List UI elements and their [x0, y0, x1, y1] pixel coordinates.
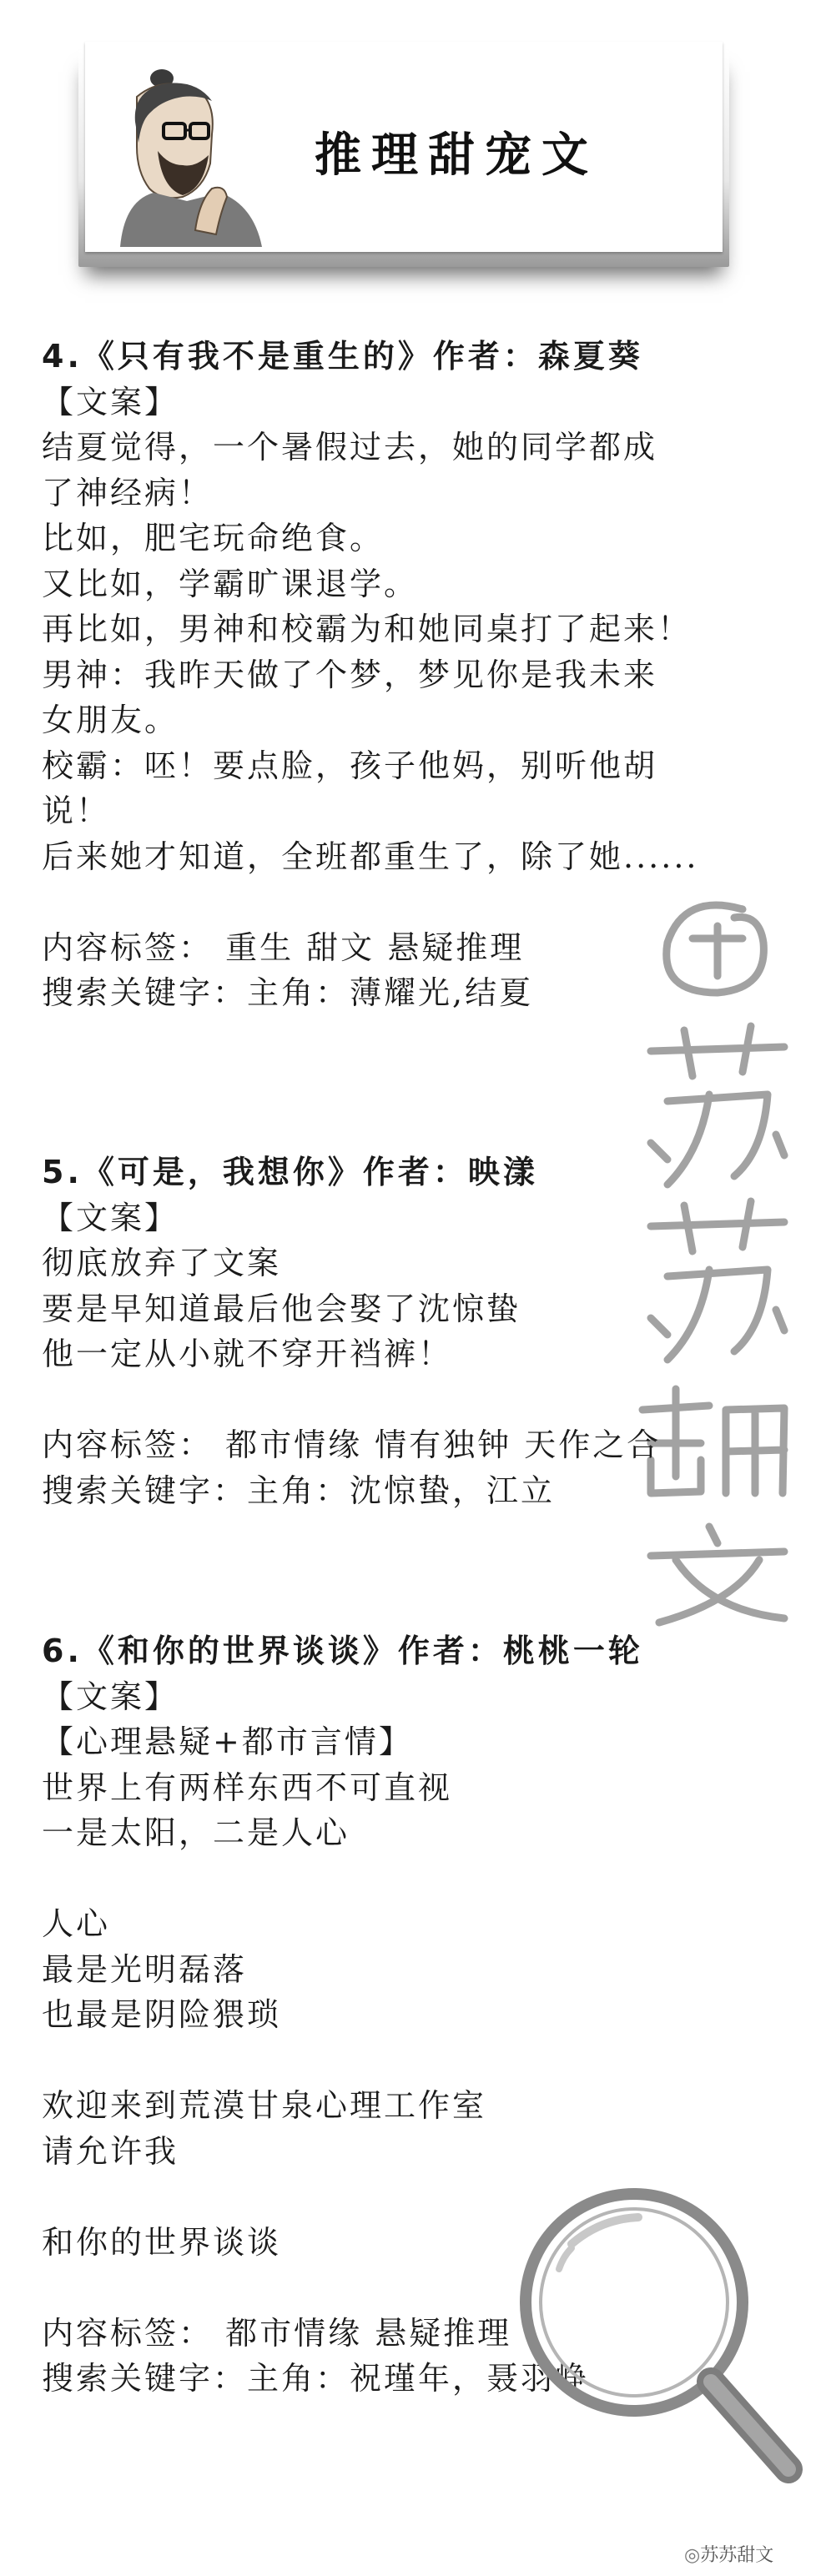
blurb-line: 欢迎来到荒漠甘泉心理工作室 [42, 2087, 487, 2124]
search-keywords: 搜索关键字：主角：薄耀光,结夏 [42, 974, 534, 1011]
book-entry-6 [42, 1628, 809, 2402]
blurb-line: 再比如，男神和校霸为和她同桌打了起来！ [42, 611, 692, 647]
watermark-handle-text: 苏苏甜文 [700, 2545, 774, 2566]
blurb-label: 【文案】 [42, 1678, 179, 1715]
blurb-line: 他一定从小就不穿开裆裤！ [42, 1336, 453, 1372]
weibo-icon: ◎ [684, 2545, 701, 2566]
blurb-line: 最是光明磊落 [42, 1950, 248, 1988]
page-title: 推理甜宠文 [315, 128, 598, 183]
content-tags: 内容标签： 都市情缘 情有独钟 天作之合 [42, 1426, 662, 1463]
blurb-line: 【心理悬疑+都市言情】 [42, 1723, 413, 1760]
content-tags: 内容标签： 重生 甜文 悬疑推理 [42, 928, 525, 966]
header-banner [78, 42, 729, 267]
content-tags: 内容标签： 都市情缘 悬疑推理 [42, 2314, 512, 2352]
blurb-line: 一是太阳，二是人心 [42, 1814, 350, 1851]
blurb-line: 女朋友。 [42, 702, 179, 738]
blurb-line: 人心 [42, 1905, 111, 1942]
blurb-line: 后来她才知道，全班都重生了，除了她...... [42, 838, 699, 875]
blurb-line [42, 2174, 809, 2220]
search-keywords: 搜索关键字：主角：祝瑾年，聂羽峥 [42, 2360, 590, 2397]
blurb-line: 请允许我 [42, 2132, 179, 2170]
blurb-line: 校霸：呸！要点脸，孩子他妈，别听他胡 [42, 747, 658, 784]
blurb-line [42, 1856, 809, 1902]
book-entry-4 [42, 334, 809, 1016]
blurb-line: 和你的世界谈谈 [42, 2223, 282, 2261]
blurb-line: 又比如，学霸旷课退学。 [42, 565, 419, 602]
blurb-label: 【文案】 [42, 383, 179, 420]
book-heading: 5.《可是，我想你》作者：映漾 [42, 1154, 538, 1190]
blurb-line: 世界上有两样东西不可直视 [42, 1768, 453, 1806]
blurb-line: 了神经病！ [42, 474, 214, 511]
avatar-illustration [103, 63, 270, 247]
book-heading: 4.《只有我不是重生的》作者：森夏葵 [42, 338, 643, 375]
blurb-line [42, 2038, 809, 2084]
blurb-line: 说！ [42, 792, 111, 829]
blurb-line: 也最是阴险猥琐 [42, 1996, 282, 2033]
search-keywords: 搜索关键字：主角：沈惊蛰，江立 [42, 1472, 556, 1509]
blurb-line: 比如，肥宅玩命绝食。 [42, 520, 385, 556]
blurb-label: 【文案】 [42, 1199, 179, 1236]
blurb-line: 结夏觉得，一个暑假过去，她的同学都成 [42, 429, 658, 465]
blurb-line: 男神：我昨天做了个梦，梦见你是我未来 [42, 656, 658, 693]
book-heading: 6.《和你的世界谈谈》作者：桃桃一轮 [42, 1633, 643, 1669]
blurb-line: 彻底放弃了文案 [42, 1245, 282, 1281]
watermark-handle [684, 2541, 773, 2567]
blurb-line: 要是早知道最后他会娶了沈惊蛰 [42, 1290, 521, 1327]
banner-card [85, 42, 723, 252]
book-entry-5 [42, 1150, 809, 1513]
